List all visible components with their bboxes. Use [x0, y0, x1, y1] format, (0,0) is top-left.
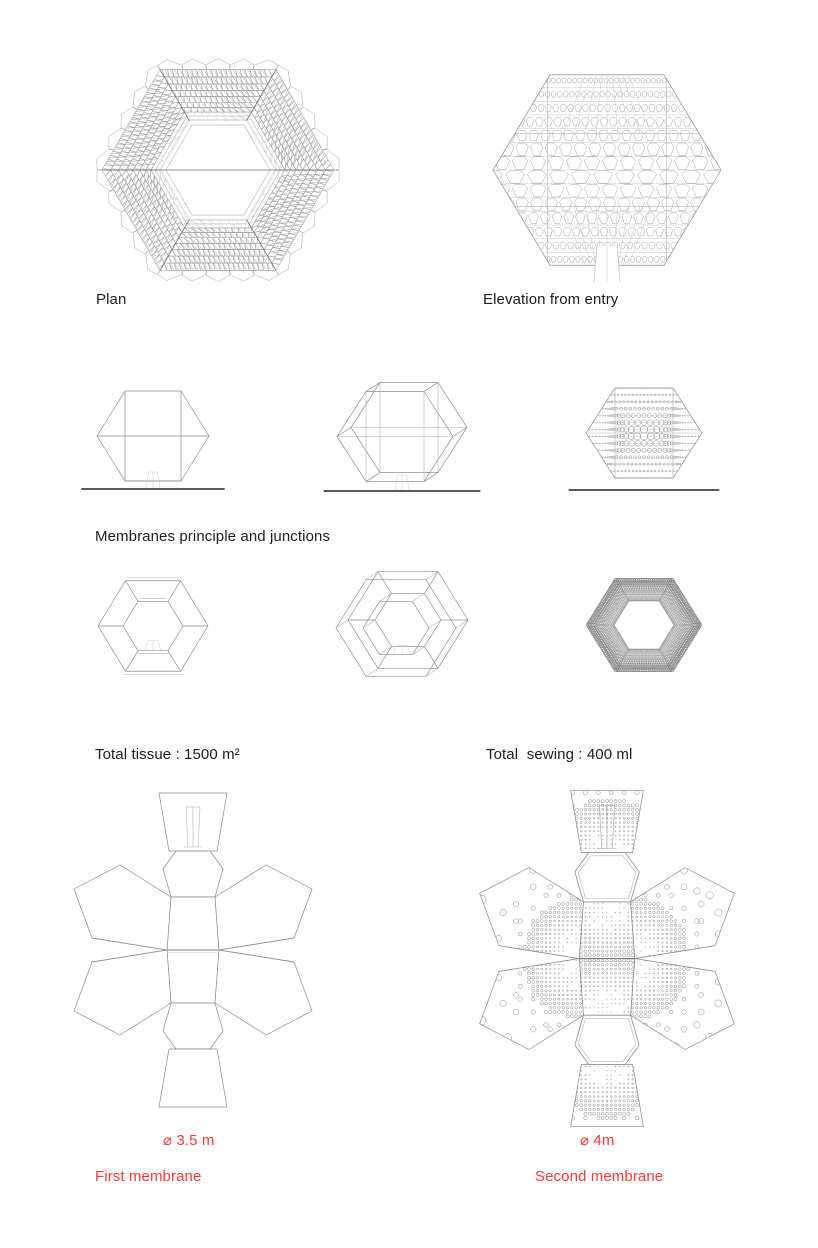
membrane-plan-perf-figure	[576, 563, 716, 693]
elevation-caption: Elevation from entry	[483, 291, 619, 308]
second-membrane-diameter: ⌀ 4m	[580, 1132, 615, 1149]
membrane-plan-flat-figure	[88, 566, 218, 691]
first-membrane-diameter: ⌀ 3.5 m	[163, 1132, 215, 1149]
first-membrane-caption: First membrane	[95, 1168, 202, 1185]
membrane-plan-axo	[330, 560, 474, 694]
total-sewing-caption: Total sewing : 400 ml	[486, 746, 633, 763]
membrane-plan-flat	[88, 566, 218, 691]
second-membrane-caption: Second membrane	[535, 1168, 664, 1185]
membrane-section-axo-figure	[330, 374, 474, 505]
plan-figure	[100, 52, 336, 288]
membrane-plan-perforated	[576, 563, 716, 693]
membrane-section-flat	[88, 380, 218, 505]
second-membrane-net	[470, 778, 744, 1114]
second-membrane-figure	[470, 778, 744, 1114]
plan-caption: Plan	[96, 291, 127, 308]
elevation-drawing	[489, 52, 725, 288]
membrane-section-flat-figure	[88, 380, 218, 505]
first-membrane-figure	[68, 785, 318, 1110]
elevation-figure	[489, 52, 725, 288]
membrane-section-perf-figure	[576, 376, 716, 505]
membranes-caption: Membranes principle and junctions	[95, 528, 331, 545]
total-tissue-caption: Total tissue : 1500 m²	[95, 746, 240, 763]
membrane-section-perforated	[576, 376, 716, 505]
plan-drawing	[100, 52, 336, 288]
first-membrane-net	[68, 785, 318, 1110]
membrane-section-axo	[330, 374, 474, 505]
membrane-plan-axo-figure	[330, 560, 474, 694]
